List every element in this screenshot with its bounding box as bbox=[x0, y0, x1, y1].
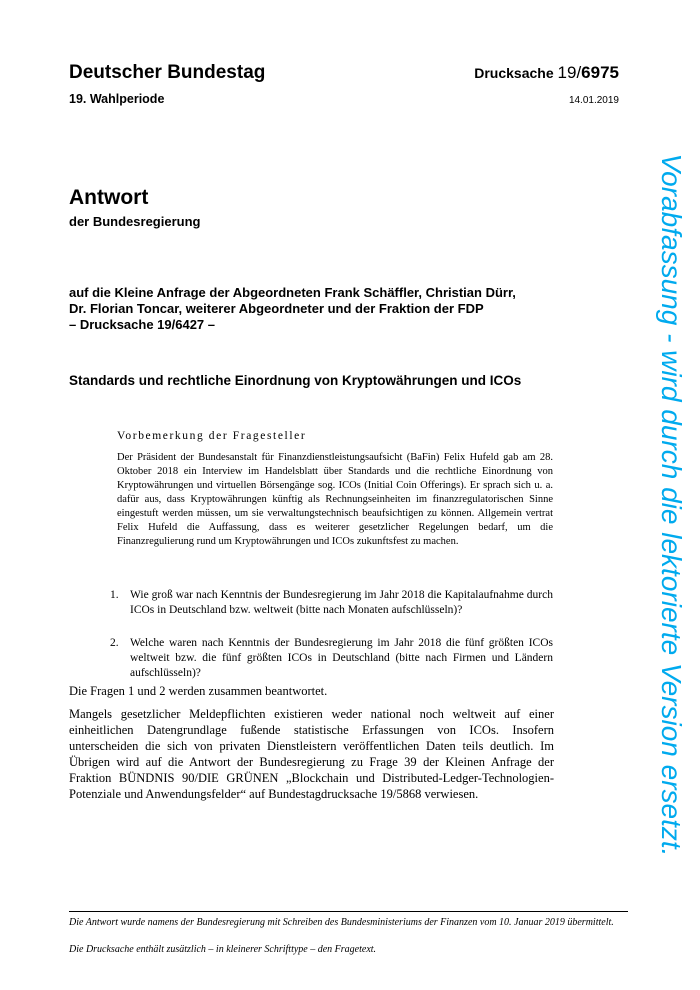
question-text: Wie groß war nach Kenntnis der Bundesregierung im Jahr 2018 die Kapitalaufnahme durch ICOs in Deutschland bzw. weltweit (bitte nach Monaten aufschlüsseln)? bbox=[130, 589, 553, 616]
anfrage-line: auf die Kleine Anfrage der Abgeordneten Frank Schäffler, Christian Dürr, bbox=[69, 285, 516, 300]
footer-note: Die Drucksache enthält zusätzlich – in kleinerer Schrifttype – den Fragetext. bbox=[69, 944, 377, 955]
answer-intro: Die Fragen 1 und 2 werden zusammen beantwortet. bbox=[69, 684, 328, 698]
vorbemerkung-text: Der Präsident der Bundesanstalt für Finanzdienstleistungsaufsicht (BaFin) Felix Hufeld gab am 28. Oktober 2018 ein Interview im Handelsblatt über Standards und die rechtliche Einordnung von Kryptowährungen und virtuellen Börsengänge sog. ICOs (Initial Coin Offerings). Er sprach sich u. a. dafür aus, dass Kryptowährungen künftig als Rechnungseinheiten im finanzregulatorischen Sinne eingestuft werden müssen, um sie verwaltungstechnisch beaufsichtigen zu können. Allgemein vertrat Felix Hufeld die Auffassung, dass es weiterer gesetzlicher Regelungen bedarf, um die Finanzregulierung rund um Kryptowährungen und ICOs zukunftsfest zu machen. bbox=[117, 452, 553, 547]
institution-name: Deutscher Bundestag bbox=[69, 62, 266, 83]
footer-divider bbox=[69, 911, 628, 912]
drucksache-reference bbox=[474, 63, 619, 83]
drucksache-number: 19/6975 bbox=[557, 63, 619, 82]
answer-text: Mangels gesetzlicher Meldepflichten existieren weder national noch weltweit auf einer einheitlichen Datengrundlage fußende statistische Erfassungen von ICOs. Insofern unterscheiden die sich von privaten Dienstleistern veröffentlichen Daten teils deutlich. Im Übrigen wird auf die Antwort der Bundesregierung zu Frage 39 der Kleinen Anfrage der Fraktion BÜNDNIS 90/DIE GRÜNEN „Blockchain und Distributed-Ledger-Technologien- Potenziale und Anwendungsfelder“ auf Bundestagdrucksache 19/5868 verwiesen. bbox=[69, 707, 554, 801]
question-number: 1. bbox=[110, 589, 119, 601]
legislative-period: 19. Wahlperiode bbox=[69, 92, 165, 106]
anfrage-reference bbox=[69, 285, 569, 333]
question-number: 2. bbox=[110, 637, 119, 649]
footer-note: Die Antwort wurde namens der Bundesregierung mit Schreiben des Bundesministeriums der Finanzen vom 10. Januar 2019 übermittelt. bbox=[69, 917, 614, 928]
anfrage-line: Dr. Florian Toncar, weiterer Abgeordneter und der Fraktion der FDP bbox=[69, 301, 484, 316]
document-subtitle: der Bundesregierung bbox=[69, 214, 201, 229]
document-subject: Standards und rechtliche Einordnung von Kryptowährungen und ICOs bbox=[69, 373, 522, 388]
document-date: 14.01.2019 bbox=[568, 95, 619, 106]
anfrage-line: – Drucksache 19/6427 – bbox=[69, 317, 215, 332]
drucksache-label: Drucksache bbox=[474, 65, 554, 81]
draft-watermark: Vorabfassung - wird durch die lektorierte Version ersetzt. bbox=[656, 153, 687, 857]
document-title: Antwort bbox=[69, 186, 149, 209]
vorbemerkung-heading: Vorbemerkung der Fragesteller bbox=[117, 430, 307, 442]
question-text: Welche waren nach Kenntnis der Bundesregierung im Jahr 2018 die fünf größten ICOs weltweit bzw. die fünf größten ICOs in Deutschland (bitte nach Firmen und Ländern aufschlüsseln)? bbox=[130, 637, 553, 679]
